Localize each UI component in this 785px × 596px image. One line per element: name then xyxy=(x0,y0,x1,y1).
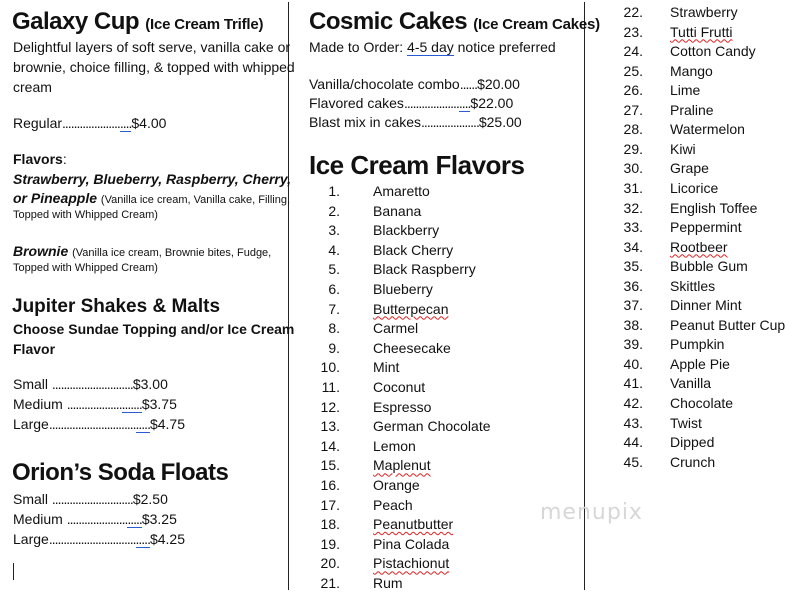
jupiter-item-label: Small xyxy=(13,376,49,392)
galaxy-regular-label: Regular xyxy=(13,115,63,131)
cosmic-item-price: $25.00 xyxy=(478,114,522,130)
orion-item-price: $4.25 xyxy=(149,531,186,547)
flavor-number: 33. xyxy=(623,219,643,236)
flavor-name: Tutti Frutti xyxy=(670,23,733,40)
flavor-number: 38. xyxy=(623,316,643,333)
flavor-name: Skittles xyxy=(670,277,716,294)
galaxy-fruit-names-2: or Pineapple xyxy=(13,190,98,206)
flavor-name: Cotton Candy xyxy=(670,43,756,60)
cosmic-item-label: Flavored cakes xyxy=(309,95,404,111)
flavor-name: Rum xyxy=(373,575,403,591)
jupiter-item-dots: .............................. xyxy=(48,416,136,432)
flavor-number: 10. xyxy=(320,359,340,376)
flavor-name: English Toffee xyxy=(670,199,758,216)
cosmic-item-dots: ...... xyxy=(459,76,478,92)
flavor-number: 43. xyxy=(623,414,643,431)
jupiter-item-dots: ................... xyxy=(66,396,122,412)
flavor-name: Blackberry xyxy=(373,222,440,239)
flavor-name: Watermelon xyxy=(670,121,745,138)
orion-title: Orion’s Soda Floats xyxy=(12,459,229,486)
jupiter-item-price: $3.75 xyxy=(141,396,177,412)
flavor-name: Mango xyxy=(670,62,713,79)
flavor-number: 30. xyxy=(623,160,643,177)
jupiter-item-price: $3.00 xyxy=(132,376,168,392)
jupiter-price-row xyxy=(13,394,177,414)
flavor-number: 1. xyxy=(328,183,340,199)
orion-price-row xyxy=(13,489,168,509)
flavor-number: 27. xyxy=(623,101,643,118)
galaxy-brownie-desc-2: Topped with Whipped Cream) xyxy=(13,262,158,274)
flavor-name: Peppermint xyxy=(670,219,742,236)
flavor-number: 45. xyxy=(623,453,643,470)
cosmic-item-dots: .................... xyxy=(421,114,479,130)
flavor-name: Peach xyxy=(373,496,413,513)
orion-item-dots: ..................... xyxy=(66,511,128,527)
flavor-name: Coconut xyxy=(373,379,426,395)
flavor-number: 9. xyxy=(328,339,340,356)
flavor-number: 34. xyxy=(623,238,643,255)
cosmic-price-row xyxy=(309,93,513,113)
jupiter-item-dots-underlined: ....... xyxy=(121,396,142,412)
flavor-number: 14. xyxy=(320,437,340,454)
flavor-number: 11. xyxy=(321,379,340,395)
flavor-number: 4. xyxy=(328,241,340,258)
galaxy-cup-title: Galaxy Cup xyxy=(12,8,140,35)
cosmic-order-notice: 4-5 day xyxy=(407,39,454,55)
text-cursor xyxy=(13,563,14,580)
flavor-number: 6. xyxy=(328,281,340,297)
cosmic-item-dots-underlined: .... xyxy=(458,95,471,111)
cosmic-cakes-subtitle: (Ice Cream Cakes) xyxy=(473,16,600,33)
flavor-name: Pistachionut xyxy=(373,555,450,572)
flavor-number: 21. xyxy=(320,575,340,591)
cosmic-price-row xyxy=(309,112,522,132)
cosmic-item-label: Blast mix in cakes xyxy=(309,114,422,130)
jupiter-item-dots-underlined: ..... xyxy=(135,416,150,432)
flavor-number: 20. xyxy=(320,555,340,572)
flavor-number: 26. xyxy=(623,82,643,99)
orion-item-label: Small xyxy=(13,491,49,507)
flavor-name: Crunch xyxy=(670,453,716,470)
orion-item-label: Medium xyxy=(13,511,63,527)
flavor-number: 7. xyxy=(328,300,340,317)
flavor-number: 37. xyxy=(623,297,643,314)
orion-item-price: $2.50 xyxy=(132,491,168,507)
flavor-name: German Chocolate xyxy=(373,418,491,435)
flavor-name: Licorice xyxy=(670,179,719,196)
flavor-number: 31. xyxy=(623,179,643,196)
flavor-name: Rootbeer xyxy=(670,238,728,255)
flavor-name: Black Raspberry xyxy=(373,261,476,278)
flavor-name: Grape xyxy=(670,160,709,177)
galaxy-fruit-names-1: Strawberry, Blueberry, Raspberry, Cherry, xyxy=(13,171,292,187)
galaxy-fruit-line-1 xyxy=(13,169,291,189)
flavor-number: 23. xyxy=(623,23,643,40)
flavor-number: 25. xyxy=(623,62,643,79)
jupiter-item-label: Large xyxy=(13,416,49,432)
cosmic-order-rest: notice preferred xyxy=(453,39,556,55)
jupiter-title: Jupiter Shakes & Malts xyxy=(12,296,221,317)
orion-price-row xyxy=(13,509,177,529)
jupiter-item-dots: ............................ xyxy=(51,376,133,392)
flavor-number: 22. xyxy=(623,4,643,20)
flavor-number: 29. xyxy=(623,140,643,157)
flavor-number: 32. xyxy=(623,199,643,216)
cosmic-price-row xyxy=(309,74,520,94)
orion-item-dots: ............................ xyxy=(51,491,133,507)
galaxy-regular-dots: .................... xyxy=(62,115,120,131)
flavor-name: Dipped xyxy=(670,434,715,451)
flavor-name: Mint xyxy=(373,359,400,376)
flavor-name: Black Cherry xyxy=(373,241,454,258)
orion-item-price: $3.25 xyxy=(141,511,177,527)
flavor-name: Pumpkin xyxy=(670,336,725,353)
galaxy-cup-subtitle: (Ice Cream Trifle) xyxy=(145,16,264,33)
flavor-name: Espresso xyxy=(373,398,432,415)
cosmic-item-label: Vanilla/chocolate combo xyxy=(309,76,460,92)
cosmic-cakes-title: Cosmic Cakes xyxy=(309,8,468,35)
galaxy-flavors-colon: : xyxy=(62,151,67,167)
orion-price-row xyxy=(13,529,185,549)
cosmic-item-dots: ................... xyxy=(403,95,459,111)
jupiter-item-price: $4.75 xyxy=(149,416,186,432)
flavor-name: Peanut Butter Cup xyxy=(670,316,785,333)
orion-item-label: Large xyxy=(13,531,49,547)
galaxy-regular-price: $4.00 xyxy=(131,115,167,131)
flavor-name: Kiwi xyxy=(670,140,696,157)
flavor-name: Blueberry xyxy=(373,281,433,297)
jupiter-price-row xyxy=(13,414,185,434)
flavor-name: Banana xyxy=(373,202,422,219)
flavor-number: 36. xyxy=(623,277,643,294)
flavor-number: 12. xyxy=(320,398,340,415)
flavor-name: Chocolate xyxy=(670,395,734,411)
flavor-name: Vanilla xyxy=(670,375,711,392)
column-divider-left xyxy=(288,2,289,590)
galaxy-fruit-desc-1: (Vanilla ice cream, Vanilla cake, Filling, xyxy=(100,194,291,206)
flavor-number: 17. xyxy=(320,496,340,513)
flavor-number: 44. xyxy=(623,434,643,451)
flavor-number: 8. xyxy=(328,320,340,337)
flavor-name: Carmel xyxy=(373,320,419,337)
galaxy-flavors-label: Flavors xyxy=(13,151,63,167)
cosmic-order-label: Made to Order: xyxy=(309,39,408,55)
orion-item-dots-underlined: ..... xyxy=(135,531,150,547)
watermark: menupix xyxy=(540,500,643,525)
flavor-number: 41. xyxy=(623,375,643,392)
galaxy-brownie-name: Brownie xyxy=(13,243,69,259)
galaxy-brownie-desc-1: (Vanilla ice cream, Brownie bites, Fudge, xyxy=(72,247,272,259)
cosmic-item-price: $20.00 xyxy=(477,76,520,92)
jupiter-price-row xyxy=(13,374,168,394)
flavor-name: Amaretto xyxy=(373,183,430,199)
galaxy-regular-price-row xyxy=(13,113,166,133)
galaxy-cup-desc-2: brownie, choice filling, & topped with whipped xyxy=(13,59,295,75)
flavor-number: 28. xyxy=(623,121,643,138)
orion-item-dots-underlined: ..... xyxy=(127,511,142,527)
flavor-number: 39. xyxy=(623,336,643,353)
flavor-number: 35. xyxy=(623,258,643,275)
flavor-name: Butterpecan xyxy=(373,300,449,317)
flavor-name: Cheesecake xyxy=(373,339,451,356)
flavor-name: Twist xyxy=(670,414,702,431)
flavor-number: 15. xyxy=(320,457,340,474)
ice-cream-flavors-title: Ice Cream Flavors xyxy=(309,150,525,180)
flavor-number: 13. xyxy=(320,418,340,435)
galaxy-fruit-desc-2: Topped with Whipped Cream) xyxy=(13,209,158,221)
galaxy-cup-desc-1: Delightful layers of soft serve, vanilla cake or xyxy=(13,39,291,55)
flavor-number: 40. xyxy=(623,355,643,372)
flavor-number: 18. xyxy=(320,516,340,533)
cosmic-cakes-heading xyxy=(309,8,600,36)
flavor-name: Dinner Mint xyxy=(670,297,742,314)
galaxy-regular-dots-underlined: .... xyxy=(119,115,132,131)
jupiter-subtitle-2: Flavor xyxy=(13,341,56,357)
orion-item-dots: .............................. xyxy=(48,531,136,547)
cosmic-item-price: $22.00 xyxy=(470,95,514,111)
flavor-number: 19. xyxy=(320,535,340,552)
flavor-name: Peanutbutter xyxy=(373,516,454,533)
galaxy-cup-desc-3: cream xyxy=(13,79,52,95)
flavor-number: 16. xyxy=(320,477,340,493)
flavor-name: Strawberry xyxy=(670,4,738,20)
flavor-name: Maplenut xyxy=(373,457,431,474)
galaxy-cup-heading xyxy=(12,8,263,36)
flavor-number: 24. xyxy=(623,43,643,60)
jupiter-item-label: Medium xyxy=(13,396,63,412)
flavor-number: 5. xyxy=(328,261,340,278)
flavor-number: 2. xyxy=(328,202,340,219)
flavor-name: Orange xyxy=(373,477,420,493)
galaxy-flavors-label-row xyxy=(13,149,67,169)
flavor-name: Apple Pie xyxy=(670,355,730,372)
flavor-name: Praline xyxy=(670,101,714,118)
cosmic-order-line xyxy=(309,37,556,57)
flavor-name: Lime xyxy=(670,82,701,99)
flavor-name: Pina Colada xyxy=(373,535,450,552)
flavor-name: Bubble Gum xyxy=(670,258,748,275)
jupiter-subtitle-1: Choose Sundae Topping and/or Ice Cream xyxy=(13,321,295,337)
flavor-number: 3. xyxy=(328,222,340,239)
flavor-number: 42. xyxy=(623,395,643,411)
flavor-name: Lemon xyxy=(373,437,416,454)
